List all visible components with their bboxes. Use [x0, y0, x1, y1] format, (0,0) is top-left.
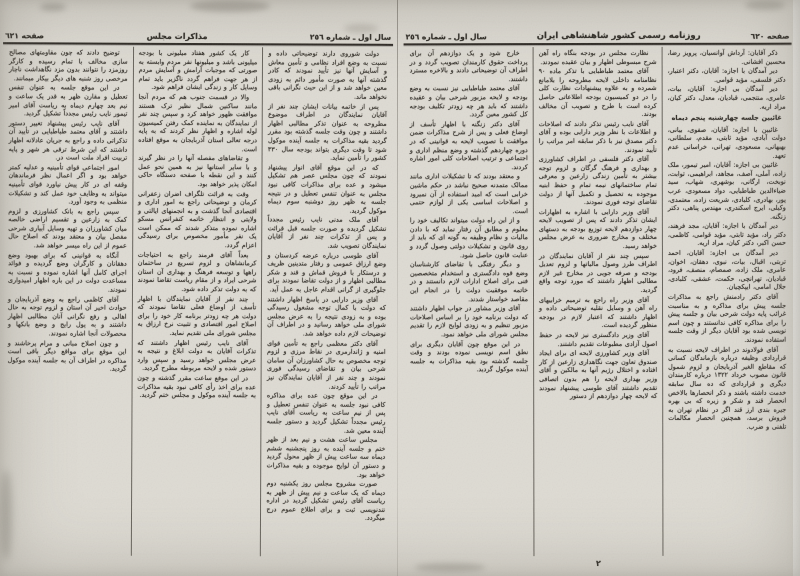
- text-paragraph: سپس چند نفر از آقایان نمایندگان در اطراف طرز وصول مالیاتها و لزوم تعدیل بودجه و صرفه جویی در مخارج غیر لازم مطالبی اظهار داشتند که مورد توجه واقع گردید.: [538, 251, 658, 294]
- text-paragraph: در این موقع چون عده برای مذاکره کافی نبود جلسه به عنوان تنفس تعطیل و پس از نیم ساعت به ریاست آقای نایب رئیس مجدداً تشکیل گردید و دستور جلسه آینده معین شد.: [266, 391, 386, 435]
- left-page-header: [5, 8, 391, 42]
- text-paragraph: دیر آمدگان با اجازه: آقایان، مجد فرهند، دکتر راد، مؤید ثابتی، مؤید قوامی، کاظمی، حسن اکبر، دکتر کیان، مراد اریه.: [667, 221, 786, 248]
- text-paragraph: آقای وزیر کشاورزی لایحه ای برای ایجاد صندوق تعاون جهت نگاهداری زارعین از کار افتاده و اختلال رژیم آنها به مالکین و آقای وزیر بهداری لایحه را هم بدون اتصافی تقدیم داشتند آقای طوسی پیشنهاد نمودند که لایحه چهار دوازدهم از دستور: [539, 349, 658, 401]
- text-paragraph: دیر آمدگان بی اجازه: آقایان، بیات، عامری، منتجمی، قبادیان، معدل، دکتر کیان، مراد اریه.: [667, 85, 786, 111]
- text-column: [533, 47, 663, 556]
- text-paragraph: توضیح دادند که چون مقاومتهای مصالح سازی مخالف با تمام رسیده و کارگر روزمزد را نتوانند بدون مزد نگاهداشت ناچار مرخصی روز شنبه های دیگر بیکار میمانند.: [8, 48, 128, 83]
- text-paragraph: نظارت مجلس در بودجه بنگاه راه آهن شرح مبسوطی اظهار و بیان عقیده نمودند.: [538, 48, 657, 66]
- text-paragraph: ذکر آقایان: آرداش آوانسیان، پرویز رضا، محسین افشانی.: [667, 48, 786, 66]
- text-paragraph: آقای دکتر فلسفی در اطراف کشاورزی و بهداری و فرهنگ گرگان و لزوم توجه بیشتر به تأمین زندگی زارعین و معرفی تمام ساختمانهای نیمه تمام و حفظ ابنیه موجوده به تحصیل و تکمیل آنها از دولت تقاضای توجه فوری نمودند.: [538, 155, 657, 207]
- right-page-header: [406, 9, 790, 42]
- header-rule: [404, 43, 792, 46]
- text-paragraph: آقای دکتر زنگنه با اظهار تأسف از اوضاع فعلی و پس از شرح مذاکرات ضمن موافقت با تصویب لایحه به قوانینی که در دوره چهاردهم گذشته و وضع منظم اداری و اجتماعی و ترتیب اصلاحات کلی امور اشاره کردند.: [409, 119, 528, 171]
- text-paragraph: آنگاه به قوانینی که برای بهبود وضع دهقانان و کارگران وضع گردیده و فوائد اجرای کامل آنها اشاره نموده و نسبت به مساعدت دولت در این باره اظهار امیدواری نمودند.: [7, 250, 127, 294]
- text-column: [405, 47, 534, 556]
- text-paragraph: پس از خاتمه بیانات ایشان چند نفر از آقایان نمایندگان در اطراف موضوع مطروحه به عنوان تذکر مطالبی اظهار داشتند و چون وقت جلسه گذشته بود مقرر گردید بقیه مذاکرات به جلسه آینده موکول شود تا وقت دیگری بتواند بودجه سال ٣٣٠ کشور را تأمین نماید.: [267, 101, 387, 162]
- page-gutter-line: [397, 0, 398, 576]
- text-paragraph: آقای نایب رئیس پیشنهاد تغییر دستور داشتند و آقای معتمد طباطبایی در تأیید آن تذکراتی داده و راجع به جریان عادلانه اظهار داشتند که این شرط ترقی هر شهر و پایه تربیت افراد ملت است در.: [8, 118, 128, 162]
- text-paragraph: آقای ملک مدنی نایب رئیس مجدداً تشکیل گردیده و صورت جلسه قبل قرائت و پس از تذکرات چند نفر از آقایان نمایندگان تصویب شد.: [267, 215, 387, 250]
- page-title: روزنامه رسمی کشور شاهنشاهی ایران: [536, 30, 701, 42]
- text-paragraph: آقای وزیر دادگستری نیز لایحه در حفظ اصول آزادی مطبوعات تقدیم داشتند.: [539, 330, 658, 348]
- signature-mark: ٢: [596, 558, 601, 569]
- left-page: [0, 0, 395, 576]
- text-paragraph: و چون اصلاح مبانی و مرام پرخاشند و این موقع برای مواقع دیگر باقی است مذاکره در اطراف آن به جلسه آینده موکول گردید.: [7, 338, 127, 374]
- text-paragraph: آقای فولادوند در اطراف لایحه نسبت به قراردادی وظیفه درباره بازماندگان کسانی که مقاطع الغیر آذربایجان و لزوم شمول قانون مصوب خرداد ١٣٢٢ درباره کارمندان دیگری و قراردادی که ده سال سابقه خدمت داشته باشند و ذکر انحصارها بالاخص انحصار قند و شکر و زیره که بی بهره جیره بندی ارز قند اگر در نظام تهران به فروش برسد، همچنین انحصار مکالمات تلفنی و ضرب.: [668, 345, 787, 431]
- text-paragraph: و دیگر رفتگی با تقاضای کارشناسان وضع قوه دادگستری و استخدام متخصصین فنی برای اصلاح ادارات لازم دانستند و در خاتمه موفقیت دولت را در انجام این مقاصد خواستار شدند.: [409, 260, 529, 303]
- text-paragraph: آقای وزیر راه راجع به ترمیم خرابیهای راه آهن و وسایل نقلیه توضیحاتی داده و اظهار داشتند که اعتبار لازم در بودجه منظور گردیده است.: [539, 295, 658, 330]
- text-paragraph: آقای نایب رئیس اظهار داشتند که تذکرات آقایان به دولت ابلاغ و نتیجه به عرض مجلس خواهد رسید و سپس وارد دستور شده و لایحه مربوطه مطرح گردید.: [137, 338, 257, 373]
- text-paragraph: سپس راجع به بانک کشاورزی و لزوم کمک به زارعین و تقسیم اراضی خالصه میان کشاورزان و تهیه وسایل آبیاری شرحی مفصل بیان و معتقد بودند که اصلاح حال عموم از این راه میسر خواهد شد.: [8, 206, 127, 250]
- header-rule: [3, 42, 393, 46]
- issue-label: سال اول ـ شماره ٢٥٦: [405, 32, 487, 42]
- page-title: مذاکرات مجلس: [146, 31, 208, 42]
- text-paragraph: در این موقع چون آقایان دیگری برای نطق اسم نویسی نموده بودند و وقت جلسه گذشته بود بقیه مذاکرات به جلسه آینده موکول گردید.: [410, 339, 529, 374]
- text-paragraph: که در این موقع آقای انوار پیشنهاد نمودند که چون مجلس عصر هم تشکیل میشود و عده برای مذاکرات کافی نبود مجلس به عنوان تنفس تعطیل و در نتیجه جلسه به ظهر روز دوشنبه سوم دیماه موکول گردید.: [267, 163, 387, 215]
- text-paragraph: بعداً آقای فرمند راجع به احتیاجات کرمانشاهان و لزوم تسریع در ساختمان راهها و توسعه فرهنگ و بهداری آن استان شرحی ایراد و از مقام ریاست تقاضا نمودند که به دولت تذکر داده شود.: [137, 250, 257, 294]
- text-paragraph: دیر آمدگان بی اجازه: آقایان، احمد تربتی، اقبال، بیات، نبوی، دهقان، اخوان، عامری، ملک زاده، صمصام، منصف، فرود، قبادیان، تهرانچی، حکمت، عشقی، کلبادی، جلال امامی، ایپکچیان.: [667, 248, 787, 292]
- right-page-columns: [405, 47, 792, 557]
- text-paragraph: آقای دکتر رادمنش راجع به مذاکرات جلسه پیش برای مذاکره و به مناسبت غرائب پایه دولت شرحی بیان و جلسه پیش را برای مذاکره کافی ندانستند و چون اسم نویسی شده بود آقایان دیگر از وقت جلسه استفاده نمودند.: [668, 292, 787, 344]
- issue-label: سال اول ـ شماره ٢٥٦: [309, 32, 392, 42]
- text-paragraph: صورت مشروح مجلس روز یکشنبه دوم دیماه که یک ساعت و نیم پیش از ظهر به ریاست آقای رئیس تشکیل گردید در اداره تندنویسی ثبت و برای اطلاع عموم درج میگردد.: [266, 479, 386, 523]
- page-number: صفحه ٦٢٠: [750, 31, 790, 41]
- text-paragraph: غائبین با اجازه: آقایان، صفوی، بیانی، دولت آبادی، مؤید ثابتی، مقدم، سلطانی، بهبهانی، مسعودی، تهرانی، خراسانی عدم تعهد.: [667, 125, 786, 160]
- text-column: [2, 46, 133, 556]
- text-paragraph: وقت به قرائت تلگراف اضران زعفرانی کرمان و توضیحاتی راجع به امور اداری و اقتصادی آنجا گذشت و به انجمنهای ایالتی و ولایتی و انتظار خاتمه کنفرانس مسکو اشاره نموده متذکر شدند که ممکن است یک نفر مأمور مخصوص برای رسیدگی اعزام گردد.: [137, 189, 257, 250]
- text-paragraph: و از این راه دولت میتواند تکالیف خود را معلوم و مطابق آن رفتار نماید که با دادن مالیات و نظام وظیفه به گونه ای که باید از روی قانون و تشکیلات دولتی وصول گردد و عنایت قانون حاصل شود.: [409, 216, 528, 259]
- text-paragraph: آقای معتمد طباطبایی نیز نسبت به وضع بودجه و لایحه مزبور شرحی بیان و عقیده داشتند که باید هر چه زودتر تکلیف بودجه کل کشور معین گردد.: [409, 84, 528, 119]
- text-paragraph: کار یک کشور هفتاد میلیونی با بودجه میلیونی باشد و میلیونها نفر مردم وابسته به صورتی که موجبات آرامش و آسایش مردم از هر جهت فراهم گردد ناگزیر باید تمام وسایل کار و زندگی ایشان فراهم شود.: [138, 48, 258, 92]
- text-paragraph: آقای نایب رئیس تذکر دادند که اصلاحات و اطلاعات با نظر وزیر دارایی بوده و آقای دکتر مصدق نیز با ذکر سابقه امر مراتب را تأیید نمودند.: [538, 119, 657, 154]
- text-paragraph: آقای طوسی درباره عرضه کردستان و وضع ارزاق عمومی و رفتار متدینین ظریف و درستکار با فروش قماش و قند و شکر مطالبی اظهار و از دولت تقاضا نمودند برای جلوگیری از گرانی اقدام عاجل به عمل آید.: [267, 250, 387, 294]
- text-paragraph: مجلس ساعت هشت و نیم بعد از ظهر ختم و جلسه آینده به روز پنجشنبه ششم دیماه سه ساعت پیش از ظهر محول گردید و دستور آن لوایح موجوده و بقیه مذاکرات خواهد بود.: [266, 435, 386, 479]
- text-paragraph: آقای وزیر دارایی با اشاره به اظهارات ایشان تذکر دادند که پس از تصویب لایحه چهار دوازدهم لایحه توزیع بودجه به دستهای مختلف و مخارج ضروری به عرض مجلس خواهد رسید.: [538, 207, 657, 251]
- text-paragraph: آقای معتمد طباطبایی با تذکر ماده ٩٠ نظامنامه داخلی لایحه مطروحه را بلامانع شمرده و به علاوه پیشنهادات نظارت کلی را در دو کمیسیون بودجه اطلاعاتی حاصل کرده است با طرح و تصویب آن مخالف بودند.: [538, 67, 657, 119]
- text-paragraph: و معتقد بودند که تا تشکیلات اداری مانند ممالک متمدنه صحیح نباشد در حکم ماشین خرابی است که امید استفاده از آن نمیرود و اصلاحات اساسی یکی از لوازم حتمی است.: [409, 172, 528, 215]
- text-paragraph: در این موقع ساعت مقرر گذشته و چون عده برای اخذ رأی کافی نبود بقیه مذاکرات به جلسه آینده موکول و مجلس ختم گردید.: [137, 373, 256, 400]
- text-paragraph: دیر آمدگان با اجازه: آقایان، دکتر اعتبار، دکتر فلسفی، مؤید قوامی.: [667, 66, 786, 84]
- text-paragraph: غائبین جلسه چهارشنبه پنجم دیماه: [671, 113, 782, 123]
- text-paragraph: والا در قسمت جنوب هم که مردم آنجا مانند ساکنین شمال نظیر ترک هستند موافقت ظهور خواهد کرد و سپس چند نفر از نمایندگان به نماینده کمک رفتن کمیسیون لوله اشاره و اظهار نظر کردند که به پایه درجه تعالی استان آذربایجان به موقع افتاده است.: [138, 92, 258, 153]
- text-paragraph: خارج شود و یک دوازدهم آن برای پرداخت حقوق کارمندان تصویب گردد و در اطراف آن توضیحاتی دادند و بالاخره مسترد داشتند.: [409, 49, 528, 83]
- text-column: [260, 47, 392, 557]
- scan-edge: [793, 0, 800, 576]
- right-page: [401, 0, 794, 576]
- text-paragraph: و تقاضاهای مفصله آنها را در نظر گیرند و با سایر استانها نیز به همین نحو عمل کنند و این نقطه با صفحه دستگاه حاکی امکان پذیر خواهد بود.: [138, 153, 257, 189]
- text-paragraph: آقای کاظمی راجع به وضع آذربایجان و حوادث اخیر آن استان و لزوم توجه به حال اهالی و رفع نگرانی آنان مطالبی اظهار داشتند و به پول رایج و وضع بانکها و محصولات آنجا اشاره نمودند.: [7, 294, 127, 338]
- page-number: صفحه ٦٢١: [5, 31, 45, 41]
- left-page-columns: [2, 46, 392, 557]
- text-paragraph: غائبین بی اجازه: آقایان، امیر تیمور، ملک زاده، آملی، آصف، مجاهد، ابراهیمی، ثوابت، نوبخت، ارگانی، بوشهری، شهاب، سید ضیاءالدین طباطبایی، دواد مسعودی، عرب پور، بهادری، کلبادی، شریعت زاده، معتمدی، وکیلی، ایرج اسکندری، مهندس پناهی، دکتر زنگنه.: [667, 160, 786, 221]
- text-column: [130, 47, 262, 557]
- text-paragraph: آقای وزیر مشاور در جواب اظهار داشتند که دولت برنامه خود را بر اساس اصلاحات مزبور تنظیم و به زودی لوایح لازم را تقدیم مجلس شورای ملی خواهد نمود.: [410, 304, 529, 339]
- text-paragraph: دولت شوروی دارند توضیحاتی داده و نسبت به وضع افراد نظامی و تأمین معاش و آسایش آنها نیز تأیید نمودند که کادر گذشته آنها به صورت مأمور دائم به زودی معین خواهد شد و از این حیث نگرانی باقی نخواهد ماند.: [268, 49, 388, 101]
- text-paragraph: آقای دکتر معظمی راجع به تأمین قوای امنیه و ژاندارمری در نقاط مرزی و لزوم توجه مخصوص به حال کشاورزان آن سامان شرحی بیان و تقاضای رسیدگی فوری نمودند و چند نفر از آقایان نمایندگان نیز مراتب را تأیید کردند.: [266, 338, 386, 391]
- text-paragraph: امور اجتماعی قوای تأمینیه و عدلیه کمتر خواهد بود و اگر اعمال نظر فرماندهان وقفه ای در کار پیش نیاورد قوای تأمینیه میتواند به وظایف خود عمل کند و تشکیلات منظمی به وجود آورد.: [8, 162, 128, 206]
- text-paragraph: چند نفر از آقایان نمایندگان با اظهار تأسف از اوضاع فعلی تقاضا نمودند که دولت هر چه زودتر برنامه کار خود را برای اصلاح امور اقتصادی و تثبیت نرخ ارزاق به مجلس شورای ملی تقدیم نماید.: [137, 294, 257, 338]
- text-paragraph: در این موقع جلسه به عنوان تنفس تعطیل و مقارن ظهر به قدر یک ساعت و نیم بعد چهارم دیماه به ریاست آقای امیر تیمور نایب رئیس مجدداً تشکیل گردید.: [8, 83, 128, 118]
- text-paragraph: آقای وزیر دارایی در پاسخ اظهار داشتند که دولت با کمال توجه مشغول رسیدگی بوده و به زودی نتیجه را به عرض مجلس شورای ملی خواهد رسانید و در اطراف آن توضیحات لازم داده خواهد شد.: [267, 294, 386, 338]
- text-column: [662, 47, 792, 556]
